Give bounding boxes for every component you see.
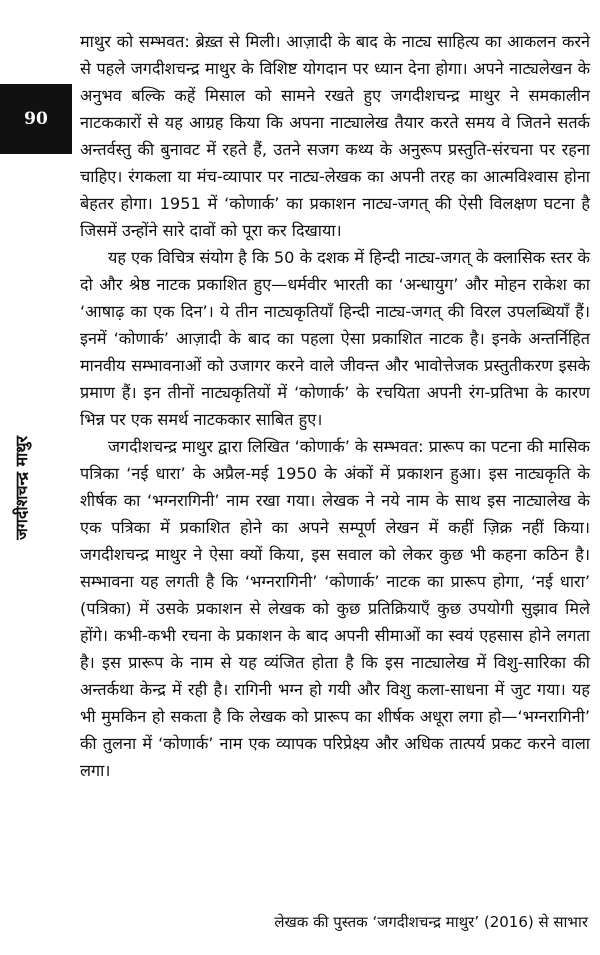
- paragraph: जगदीशचन्द्र माथुर द्वारा लिखित ‘कोणार्क’ के सम्भवत: प्रारूप का पटना की मासिक पत्रिका ‘नई धारा’ के अप्रैल-मई 1950 के अंकों में प्रकाशन हुआ। इस नाट्यकृति के शीर्षक का ‘भग्नरागिनी’ नाम रखा गया। लेखक ने नये नाम के साथ इस नाट्यालेख के एक पत्रिका में प्रकाशित होने का अपने सम्पूर्ण लेखन में कहीं ज़िक्र नहीं किया। जगदीशचन्द्र माथुर ने ऐसा क्यों किया, इस सवाल को लेकर कुछ भी कहना कठिन है। सम्भावना यह लगती है कि ‘भग्नरागिनी’ ‘कोणार्क’ नाटक का प्रारूप होगा, ‘नई धारा’ (पत्रिका) में उसके प्रकाशन से लेखक को कुछ प्रतिक्रियाएँ कुछ उपयोगी सुझाव मिले होंगे। कभी-कभी रचना के प्रकाशन के बाद अपनी सीमाओं का स्वयं एहसास होने लगता है। इस प्रारूप के नाम से यह व्यंजित होता है कि इस नाट्यालेख में विशु-सारिका की अन्तर्कथा केन्द्र में रही है। रागिनी भग्न हो गयी और विशु कला-साधना में जुट गया। यह भी मुमकिन हो सकता है कि लेखक को प्रारूप का शीर्षक अधूरा लगा हो—‘भग्नरागिनी’ की तुलना में ‘कोणार्क’ नाम एक व्यापक परिप्रेक्ष्य और अधिक तात्पर्य प्रकट करने वाला लगा।: [80, 437, 590, 780]
- source-credit: लेखक की पुस्तक ‘जगदीशचन्द्र माथुर’ (2016) से साभार: [274, 913, 588, 931]
- running-head: जगदीशचन्द्र माथुर: [12, 435, 31, 540]
- paragraph: माथुर को सम्भवत: ब्रेख़्त से मिली। आज़ादी के बाद के नाट्य साहित्य का आकलन करने से पहले जगदीशचन्द्र माथुर के विशिष्ट योगदान पर ध्यान देना होगा। अपने नाट्यलेखन के अनुभव बल्कि कहें मिसाल को सामने रखते हुए जगदीशचन्द्र माथुर ने समकालीन नाटककारों से यह आग्रह किया कि अपना नाट्यालेख तैयार करते समय वे जितने सतर्क अन्तर्वस्तु की बुनावट में रहते हैं, उतने सजग कथ्य के अनुरूप प्रस्तुति-संरचना पर रहना चाहिए। रंगकला या मंच-व्यापार पर नाट्य-लेखक का अपनी तरह का आत्मविश्वास होना बेहतर होगा। 1951 में ‘कोणार्क’ का प्रकाशन नाट्य-जगत् की ऐसी विलक्षण घटना है जिसमें उन्होंने सारे दावों को पूरा कर दिखाया।: [80, 32, 590, 240]
- page-number-tab: [0, 84, 72, 154]
- paragraph: यह एक विचित्र संयोग है कि 50 के दशक में हिन्दी नाट्य-जगत् के क्लासिक स्तर के दो और श्रेष्ठ नाटक प्रकाशित हुए—धर्मवीर भारती का ‘अन्धायुग’ और मोहन राकेश का ‘आषाढ़ का एक दिन’। ये तीन नाट्यकृतियाँ हिन्दी नाट्य-जगत् की विरल उपलब्धियाँ हैं। इनमें ‘कोणार्क’ आज़ादी के बाद का पहला ऐसा प्रकाशित नाटक है। इनके अन्तर्निहित मानवीय सम्भावनाओं को उजागर करने वाले जीवन्त और भावोत्तेजक प्रस्तुतीकरण इसके प्रमाण हैं। इन तीनों नाट्यकृतियों में ‘कोणार्क’ के रचयिता अपनी रंग-प्रतिभा के कारण भिन्न पर एक समर्थ नाटककार साबित हुए।: [80, 248, 590, 429]
- page-number: 90: [24, 109, 48, 129]
- body-text: [80, 28, 590, 784]
